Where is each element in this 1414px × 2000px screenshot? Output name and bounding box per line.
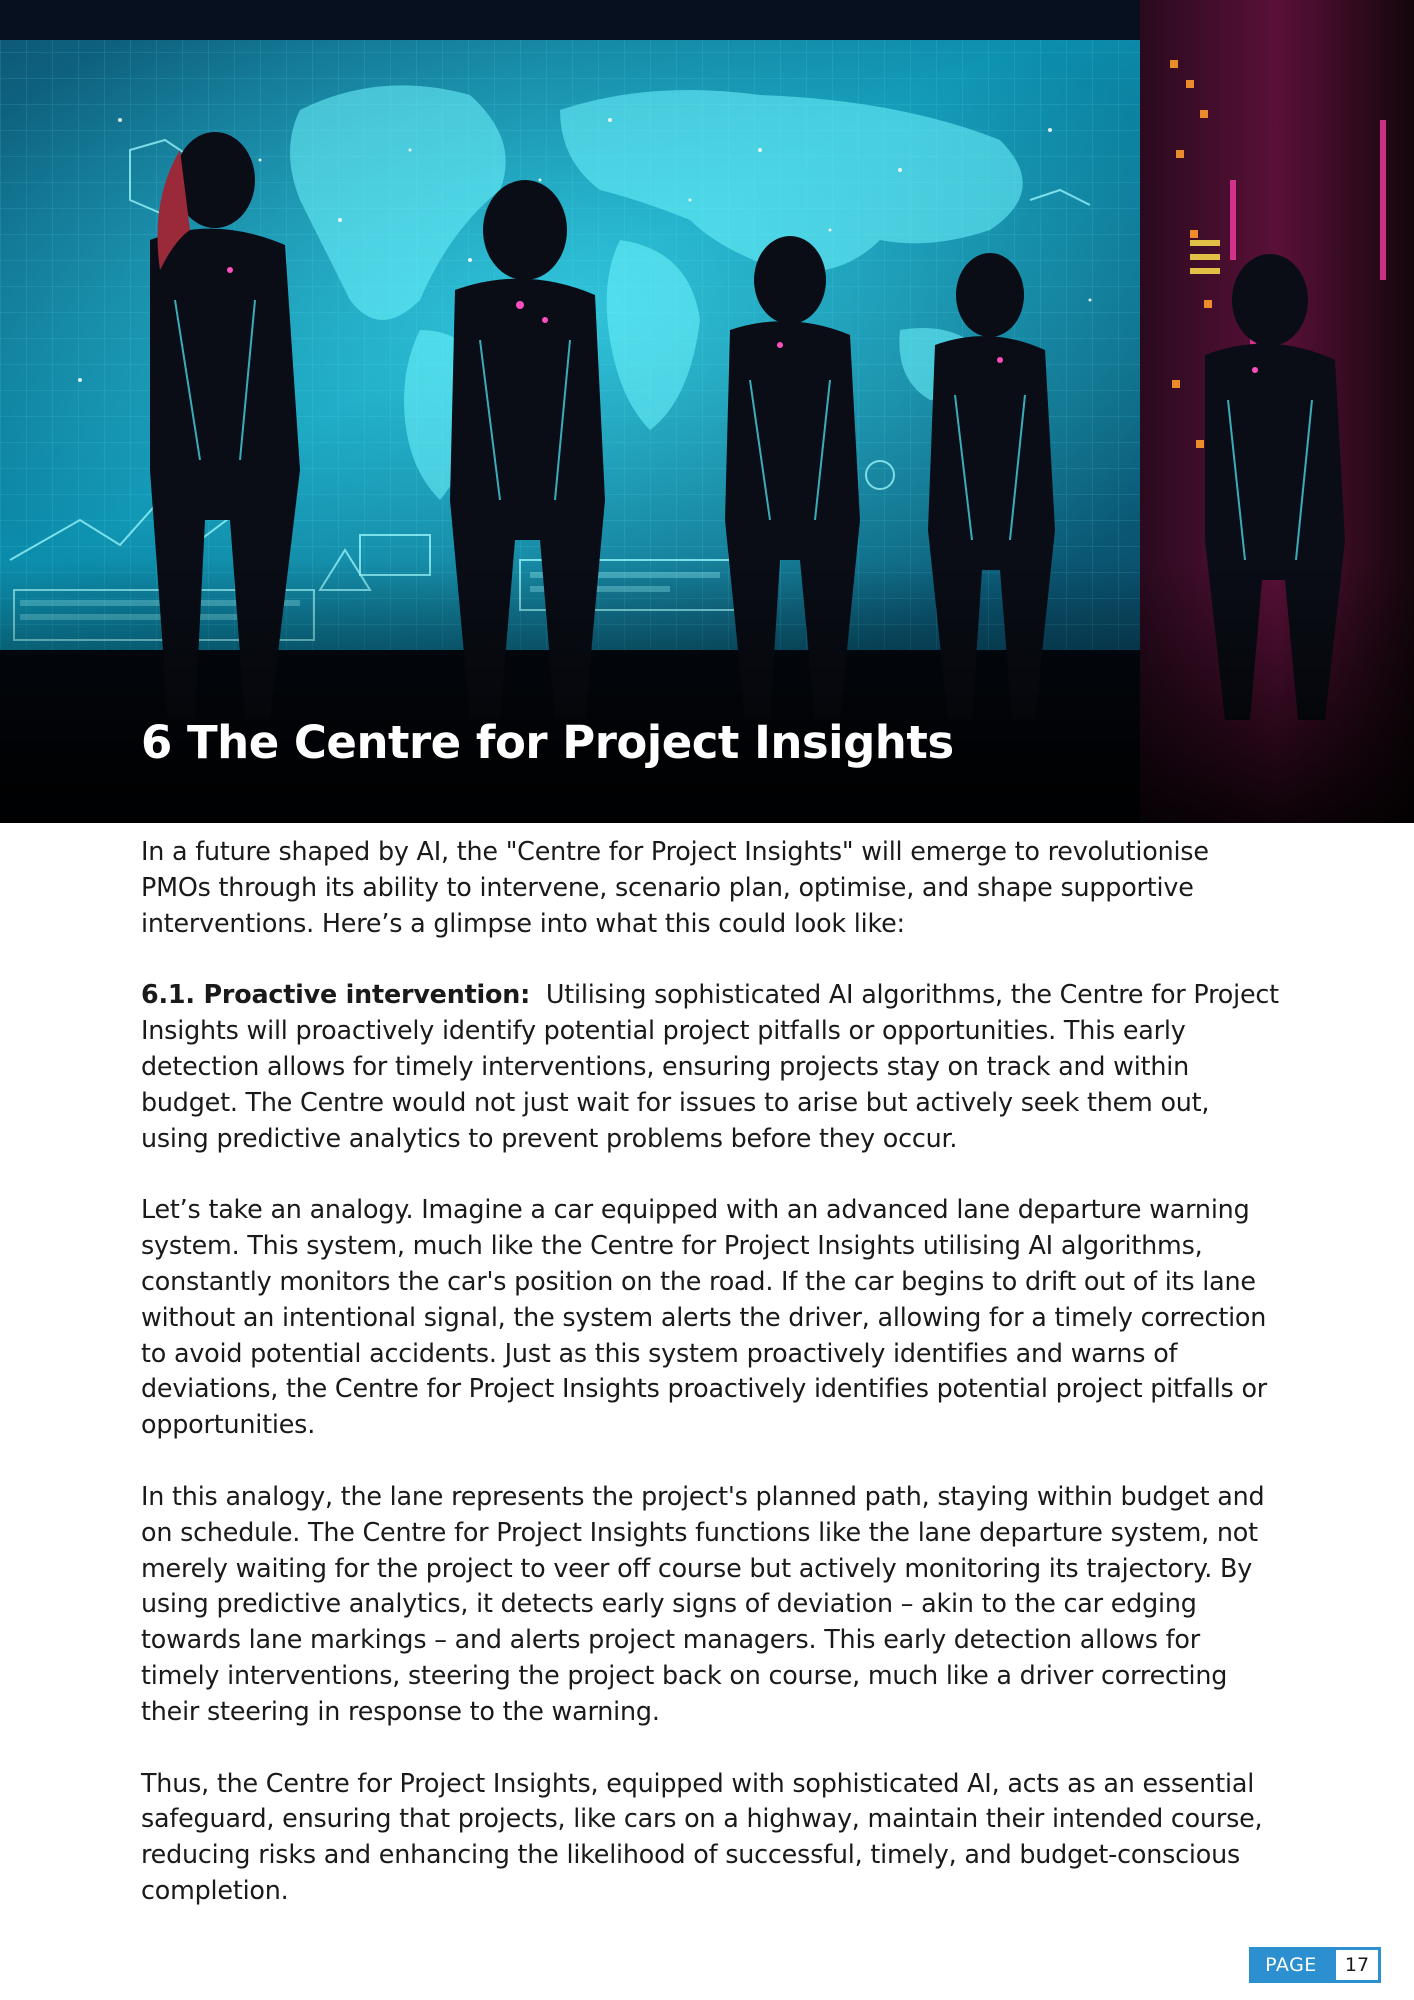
page-number-badge xyxy=(1249,1947,1381,1983)
lane-paragraph: In this analogy, the lane represents the project's planned path, staying within budget and on schedule. The Centre for Project Insights functions like the lane departure system, not merely waiting for the project to veer off course but actively monitoring its trajectory. By using predictive analytics, it detects early signs of deviation – akin to the car edging towards lane markings – and alerts project managers. This early detection allows for timely interventions, steering the project back on course, much like a driver correcting their steering in response to the warning. xyxy=(141,1480,1265,1726)
subsection-text: Utilising sophisticated AI algorithms, the Centre for Project Insights will proactively identify potential project pitfalls or opportunities. This early detection allows for timely interventions, ensuring projects stay on track and within budget. The Centre would not just wait for issues to arise but actively seek them out, using predictive analytics to prevent problems before they occur. xyxy=(141,979,1279,1153)
intro-paragraph: In a future shaped by AI, the "Centre for Project Insights" will emerge to revolutionise PMOs through its ability to intervene, scenario plan, optimise, and shape supportive interventions. Here’s a glimpse into what this could look like: xyxy=(141,836,1209,938)
subsection-paragraph xyxy=(141,977,1281,1156)
page-value: 17 xyxy=(1333,1947,1381,1983)
body-text xyxy=(141,834,1281,1945)
analogy-paragraph: Let’s take an analogy. Imagine a car equipped with an advanced lane departure warning system. This system, much like the Centre for Project Insights utilising AI algorithms, constantly monitors the car's position on the road. If the car begins to drift out of its lane without an intentional signal, the system alerts the driver, allowing for a timely correction to avoid potential accidents. Just as this system proactively identifies and warns of deviations, the Centre for Project Insights proactively identifies potential project pitfalls or opportunities. xyxy=(141,1194,1268,1440)
subsection-heading: 6.1. Proactive intervention: xyxy=(141,979,531,1010)
page-label: PAGE xyxy=(1249,1947,1333,1983)
conclusion-paragraph: Thus, the Centre for Project Insights, equipped with sophisticated AI, acts as an essential safeguard, ensuring that projects, like cars on a highway, maintain their intended course, reducing risks and enhancing the likelihood of successful, timely, and budget-conscious completion. xyxy=(141,1767,1263,1905)
hero-image xyxy=(0,0,1414,823)
section-title: 6 The Centre for Project Insights xyxy=(141,716,954,769)
futuristic-control-room-illustration xyxy=(0,0,1414,823)
